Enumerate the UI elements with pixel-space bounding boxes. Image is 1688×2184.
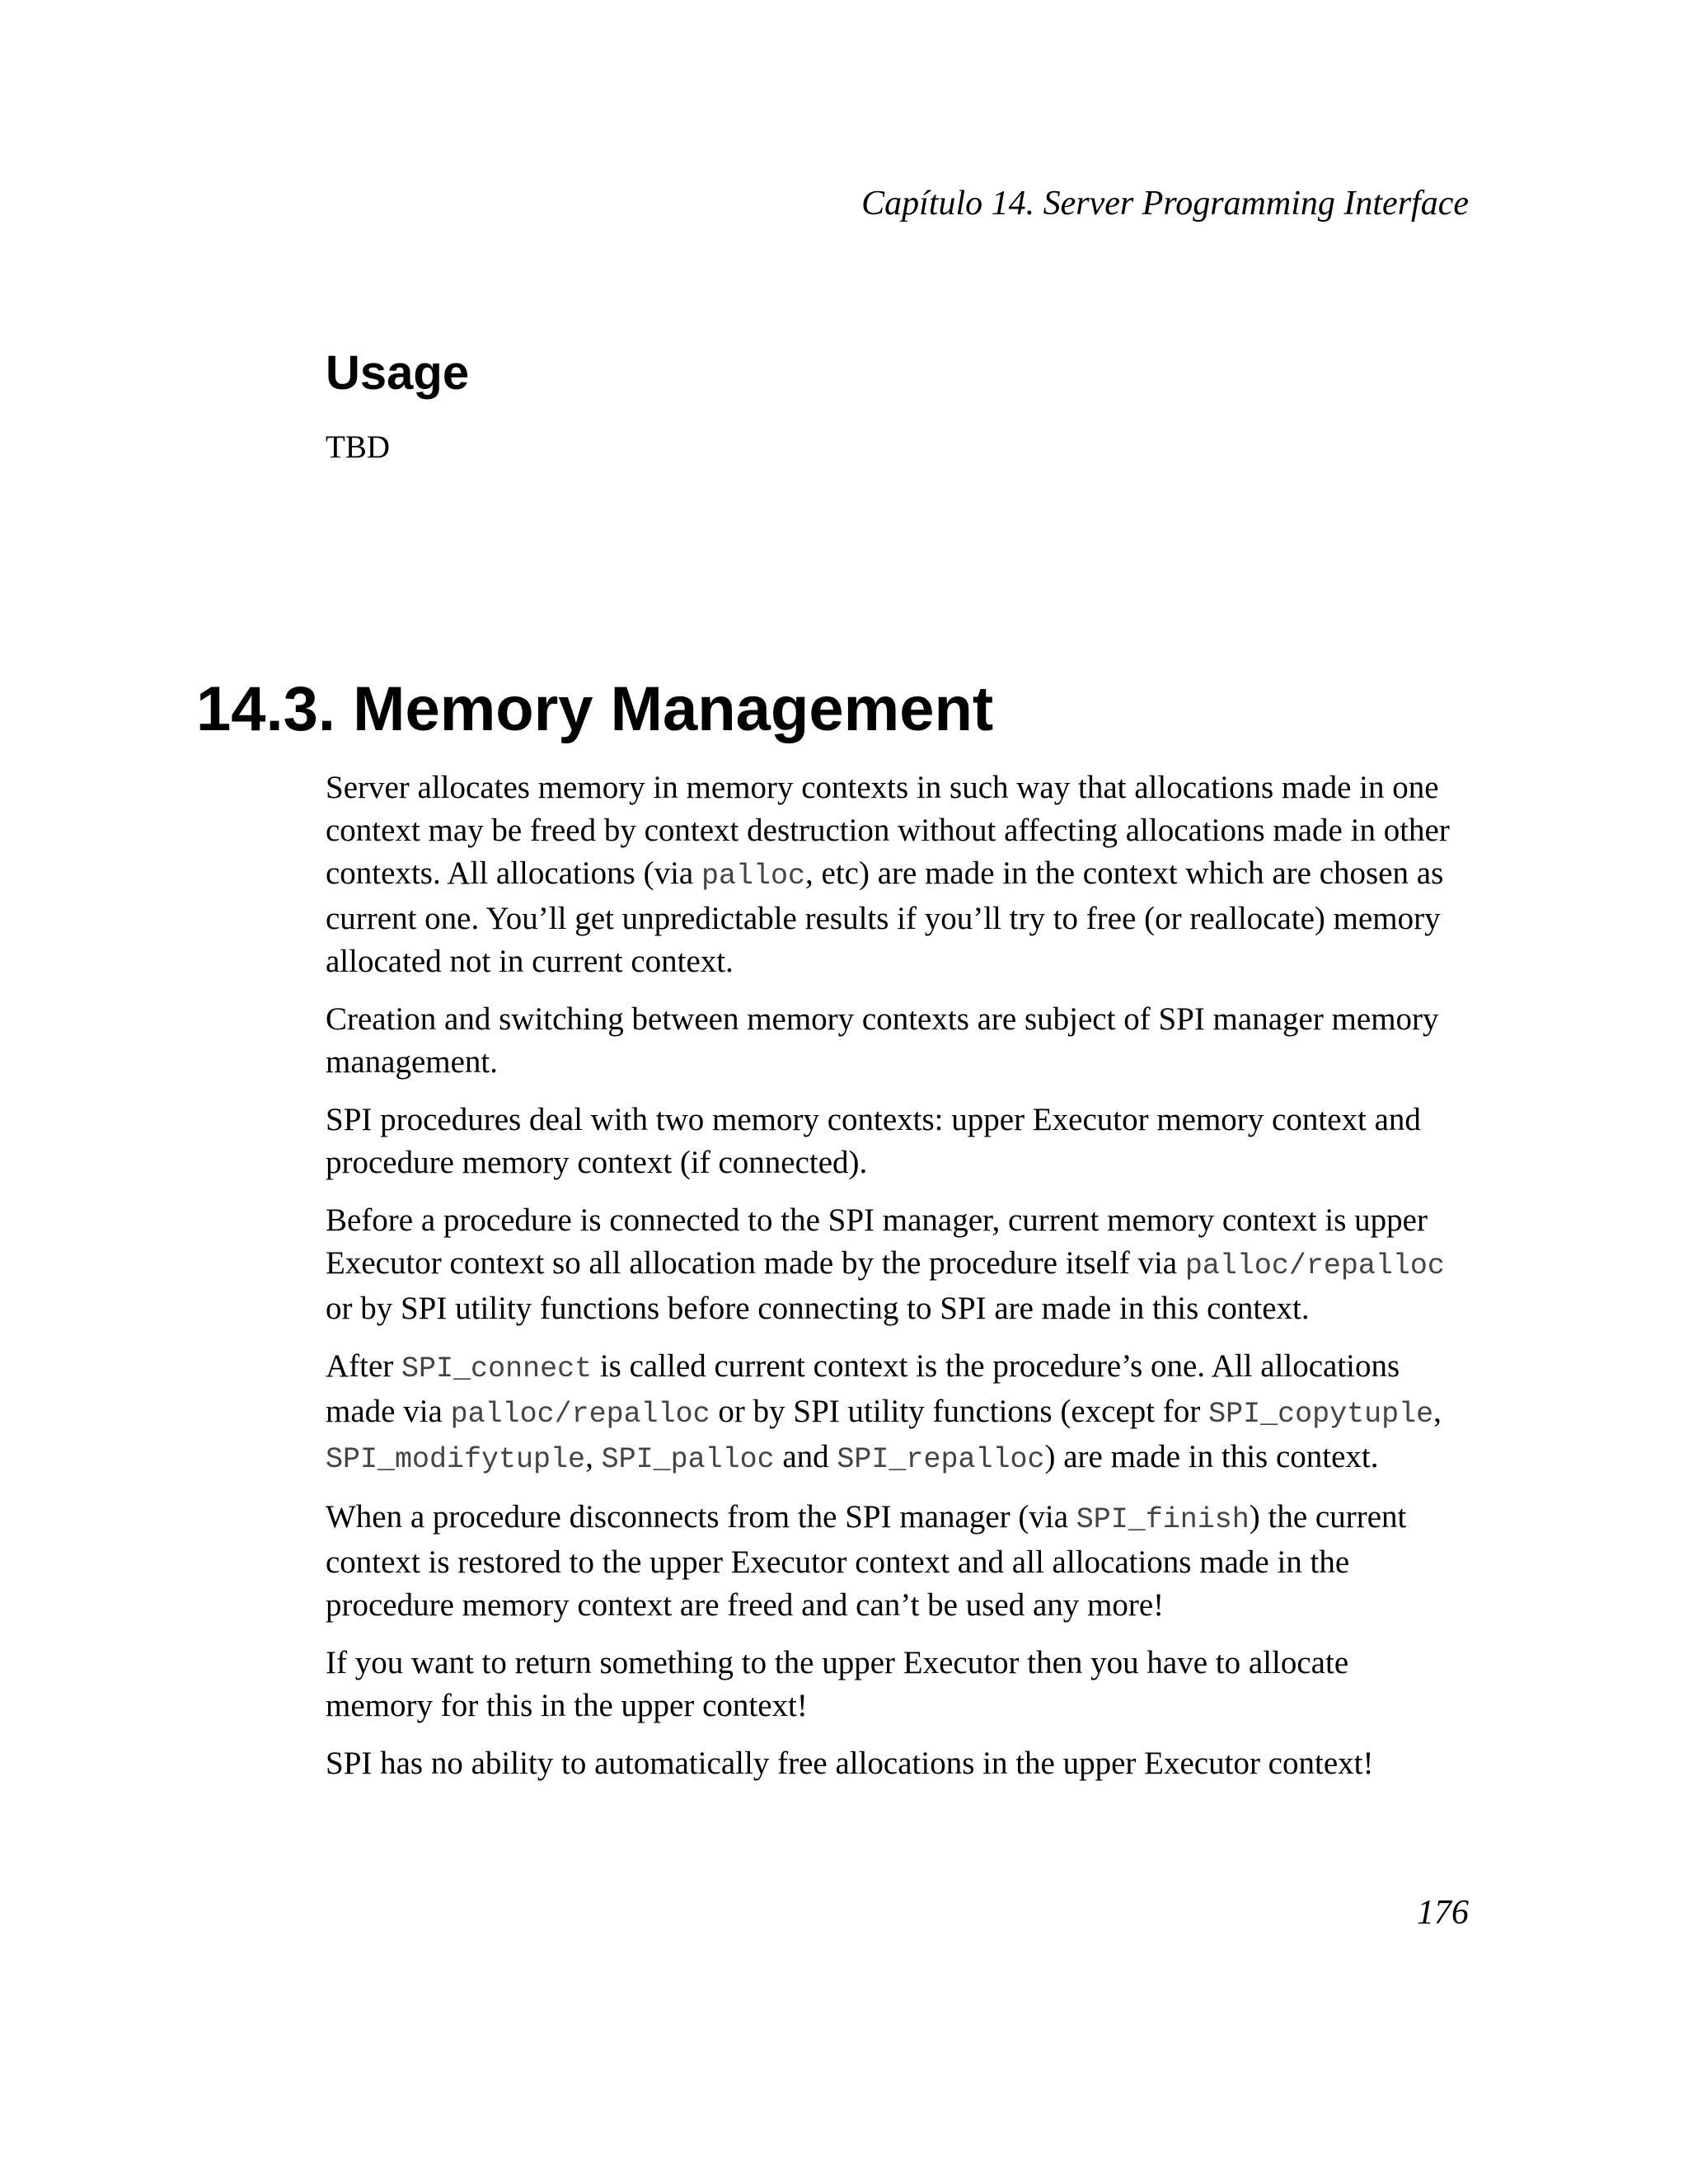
code-spi-copytuple: SPI_copytuple [1208, 1398, 1434, 1431]
paragraph-memory-contexts [326, 766, 1479, 983]
text-run: ) are made in this context. [1044, 1439, 1379, 1474]
text-run: is called current context is the procedure’s one. All allocations [592, 1348, 1400, 1384]
page-number: 176 [1417, 1894, 1469, 1932]
text-line: procedure memory context (if connected). [326, 1145, 868, 1180]
code-spi-connect: SPI_connect [401, 1352, 593, 1385]
section-heading: 14.3. Memory Management [196, 674, 994, 744]
code-spi-finish: SPI_finish [1076, 1503, 1250, 1536]
text-line: current one. You’ll get unpredictable results if you’ll try to free (or reallocate) memory [326, 901, 1441, 936]
text-run: After [326, 1348, 402, 1384]
code-spi-repalloc: SPI_repalloc [837, 1443, 1045, 1476]
text-run: contexts. All allocations (via [326, 855, 701, 891]
paragraph-return-upper [326, 1642, 1479, 1727]
text-line [326, 1436, 1479, 1481]
code-palloc-repalloc: palloc/repalloc [1184, 1249, 1445, 1282]
text-line: context is restored to the upper Executor context and all allocations made in the [326, 1544, 1350, 1580]
text-run: ) the current [1249, 1499, 1407, 1535]
paragraph-two-contexts [326, 1099, 1479, 1184]
text-run: , [1433, 1394, 1442, 1429]
usage-body: TBD [326, 429, 390, 465]
text-run: or by SPI utility functions (except for [710, 1394, 1209, 1429]
text-line: SPI has no ability to automatically free allocations in the upper Executor context! [326, 1746, 1374, 1781]
text-line [326, 1242, 1479, 1287]
paragraph-no-auto-free [326, 1742, 1479, 1785]
code-palloc-repalloc: palloc/repalloc [450, 1398, 710, 1431]
usage-heading: Usage [326, 346, 470, 400]
text-run: and [774, 1439, 837, 1474]
text-run: Executor context so all allocation made by the procedure itself via [326, 1245, 1185, 1281]
text-run: When a procedure disconnects from the SPI manager (via [326, 1499, 1076, 1535]
text-run: made via [326, 1394, 451, 1429]
code-spi-modifytuple: SPI_modifytuple [326, 1443, 586, 1476]
text-line [326, 1390, 1479, 1436]
paragraph-before-connect [326, 1199, 1479, 1330]
text-line: procedure memory context are freed and can’t be used any more! [326, 1587, 1165, 1623]
text-line [326, 1496, 1479, 1541]
paragraph-disconnect [326, 1496, 1479, 1627]
paragraph-after-connect [326, 1345, 1479, 1481]
text-line: SPI procedures deal with two memory contexts: upper Executor memory context and [326, 1102, 1421, 1137]
text-line: or by SPI utility functions before connecting to SPI are made in this context. [326, 1291, 1310, 1326]
text-line: allocated not in current context. [326, 944, 734, 979]
text-run: , etc) are made in the context which are chosen as [805, 855, 1444, 891]
paragraph-creation-switching [326, 998, 1479, 1084]
text-line [326, 852, 1479, 898]
code-palloc: palloc [701, 860, 806, 893]
running-header: Capítulo 14. Server Programming Interface [861, 185, 1469, 223]
text-line: Creation and switching between memory contexts are subject of SPI manager memory [326, 1001, 1439, 1037]
text-line: Server allocates memory in memory contexts in such way that allocations made in one [326, 770, 1439, 805]
text-line: context may be freed by context destruction without affecting allocations made in other [326, 813, 1450, 848]
section-body [326, 766, 1479, 1800]
text-line: If you want to return something to the upper Executor then you have to allocate [326, 1645, 1349, 1680]
text-line: memory for this in the upper context! [326, 1688, 808, 1723]
text-line: Before a procedure is connected to the SPI manager, current memory context is upper [326, 1202, 1428, 1238]
text-line [326, 1345, 1479, 1390]
code-spi-palloc: SPI_palloc [601, 1443, 775, 1476]
text-line: management. [326, 1044, 498, 1080]
text-run: , [585, 1439, 602, 1474]
